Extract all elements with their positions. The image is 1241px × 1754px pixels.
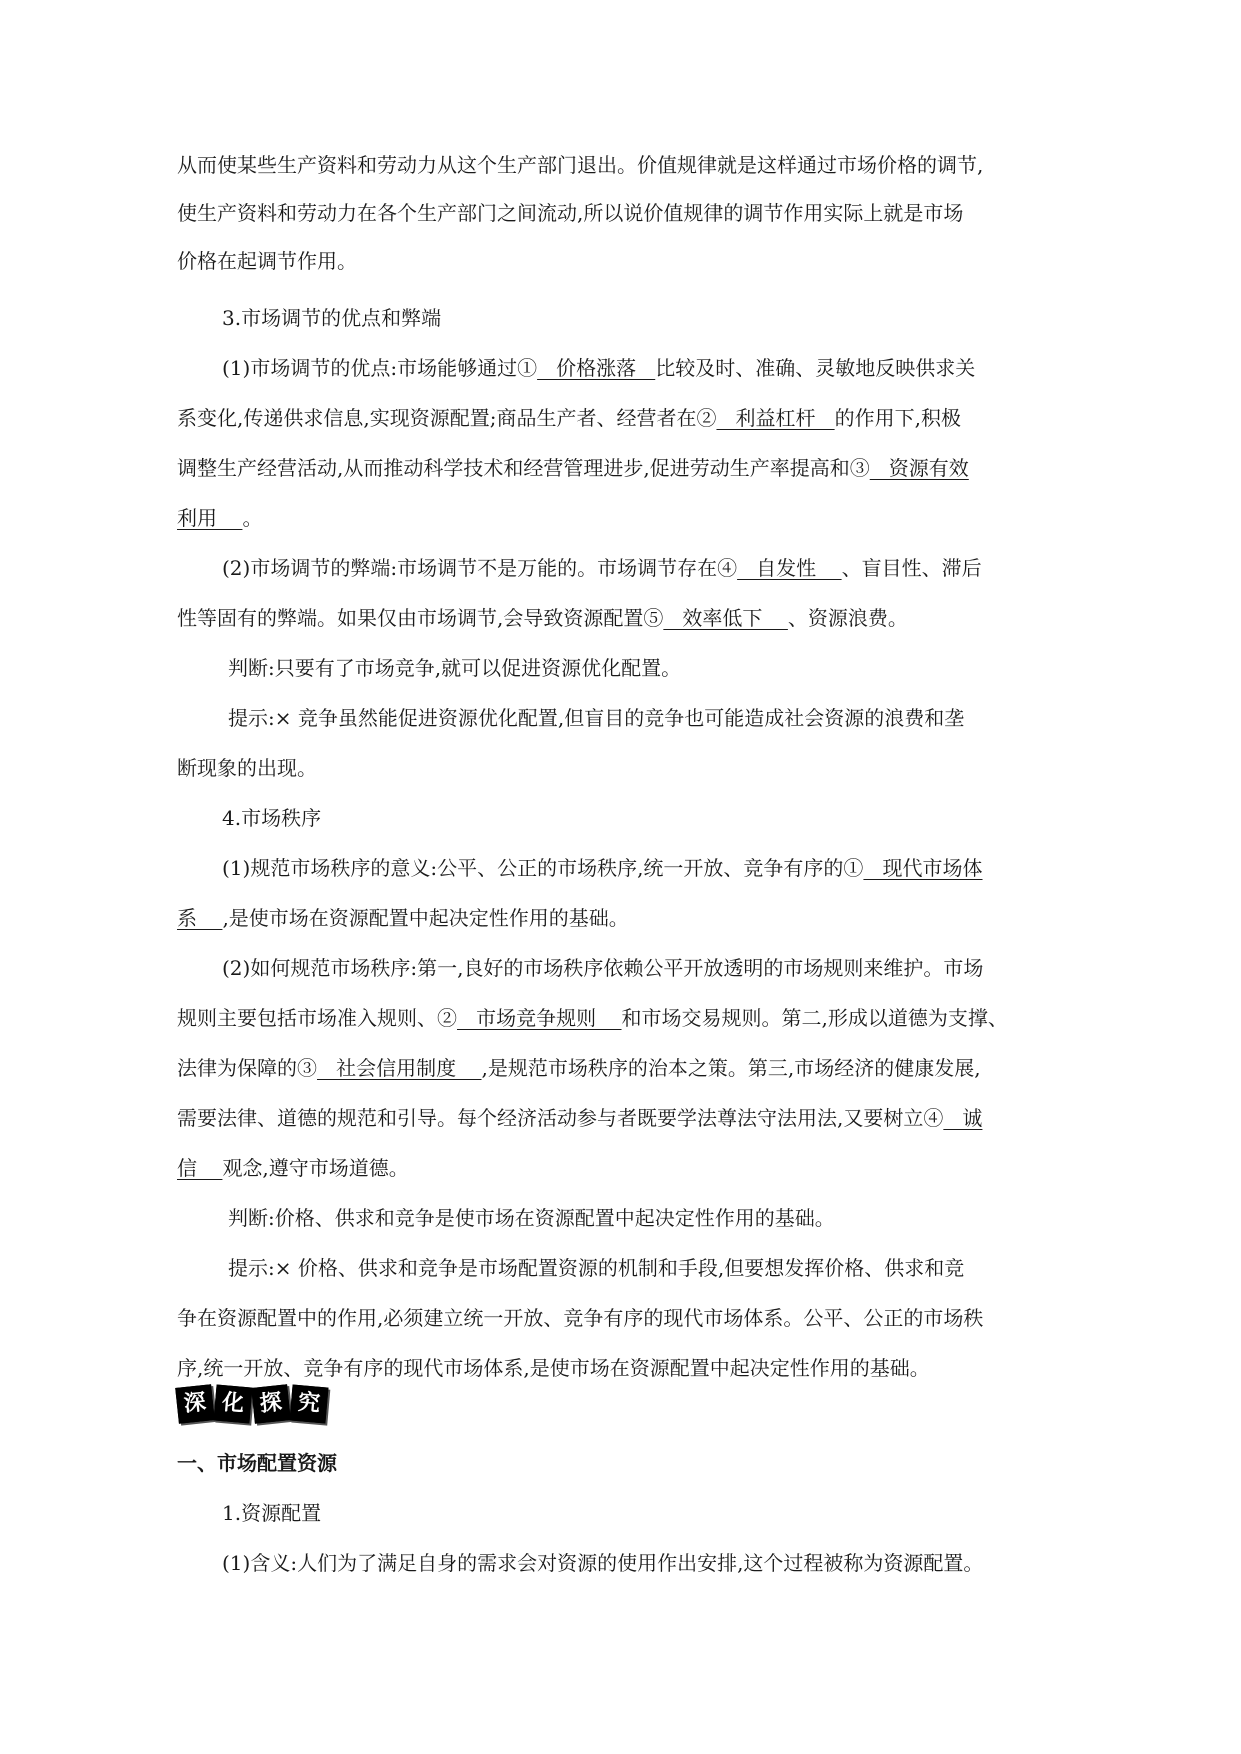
fill-in-answer: 资源有效 [869,456,969,480]
paragraph-line: (2)市场调节的弊端:市场调节不是万能的。市场调节存在④ 自发性 、盲目性、滞后 [222,556,982,580]
fill-in-answer: 市场竞争规则 [457,1006,622,1030]
subheading-3: 3.市场调节的优点和弊端 [222,306,442,330]
hint-line: 提示:× 竞争虽然能促进资源优化配置,但盲目的竞争也可能造成社会资源的浪费和垄 [228,706,965,730]
fill-in-answer: 利用 [177,506,243,530]
paragraph-line: 系变化,传递供求信息,实现资源配置;商品生产者、经营者在② 利益杠杆 的作用下,积极 [177,406,961,430]
fill-in-answer: 自发性 [737,556,842,580]
paragraph-line: 规则主要包括市场准入规则、② 市场竞争规则 和市场交易规则。第二,形成以道德为支撑、 [177,1006,1008,1030]
judgement-line: 判断:只要有了市场竞争,就可以促进资源优化配置。 [228,656,682,680]
fill-in-answer: 系 [177,906,223,930]
subheading: 1.资源配置 [222,1501,322,1525]
hint-line: 提示:× 价格、供求和竞争是市场配置资源的机制和手段,但要想发挥价格、供求和竞 [228,1256,965,1280]
subheading-4: 4.市场秩序 [222,806,322,830]
paragraph-line: (1)规范市场秩序的意义:公平、公正的市场秩序,统一开放、竞争有序的① 现代市场体 [222,856,983,880]
paragraph-line: (1)含义:人们为了满足自身的需求会对资源的使用作出安排,这个过程被称为资源配置。 [222,1551,984,1575]
paragraph-line: (2)如何规范市场秩序:第一,良好的市场秩序依赖公平开放透明的市场规则来维护。市场 [222,956,984,980]
paragraph-line: (1)市场调节的优点:市场能够通过① 价格涨落 比较及时、准确、灵敏地反映供求关 [222,356,976,380]
paragraph-line: 系 ,是使市场在资源配置中起决定性作用的基础。 [177,906,629,930]
paragraph-line: 从而使某些生产资料和劳动力从这个生产部门退出。价值规律就是这样通过市场价格的调节, [177,153,984,177]
paragraph-line: 价格在起调节作用。 [177,249,357,273]
paragraph-line: 信 观念,遵守市场道德。 [177,1156,409,1180]
hint-line: 序,统一开放、竞争有序的现代市场体系,是使市场在资源配置中起决定性作用的基础。 [177,1356,930,1380]
fill-in-answer: 信 [177,1156,223,1180]
fill-in-answer: 现代市场体 [863,856,983,880]
hint-line: 断现象的出现。 [177,756,317,780]
fill-in-answer: 效率低下 [663,606,788,630]
paragraph-line: 使生产资料和劳动力在各个生产部门之间流动,所以说价值规律的调节作用实际上就是市场 [177,201,964,225]
paragraph-line: 性等固有的弊端。如果仅由市场调节,会导致资源配置⑤ 效率低下 、资源浪费。 [177,606,908,630]
fill-in-answer: 利益杠杆 [716,406,835,430]
paragraph-line: 需要法律、道德的规范和引导。每个经济活动参与者既要学法尊法守法用法,又要树立④ 诚 [177,1106,983,1130]
fill-in-answer: 价格涨落 [537,356,656,380]
paragraph-line: 调整生产经营活动,从而推动科学技术和经营管理进步,促进劳动生产率提高和③ 资源有效 [177,456,969,480]
badge-char: 深 [175,1384,215,1424]
fill-in-answer: 诚 [943,1106,983,1130]
paragraph-line: 利用 。 [177,506,263,530]
hint-line: 争在资源配置中的作用,必须建立统一开放、竞争有序的现代市场体系。公平、公正的市场秩 [177,1306,984,1330]
badge-char: 化 [213,1384,252,1423]
badge-char: 探 [251,1384,291,1424]
fill-in-answer: 社会信用制度 [317,1056,482,1080]
judgement-line: 判断:价格、供求和竞争是使市场在资源配置中起决定性作用的基础。 [228,1206,835,1230]
paragraph-line: 法律为保障的③ 社会信用制度 ,是规范市场秩序的治本之策。第三,市场经济的健康发展, [177,1056,981,1080]
badge-char: 究 [289,1384,328,1423]
section-heading: 一、市场配置资源 [177,1451,337,1475]
section-badge [177,1386,327,1422]
